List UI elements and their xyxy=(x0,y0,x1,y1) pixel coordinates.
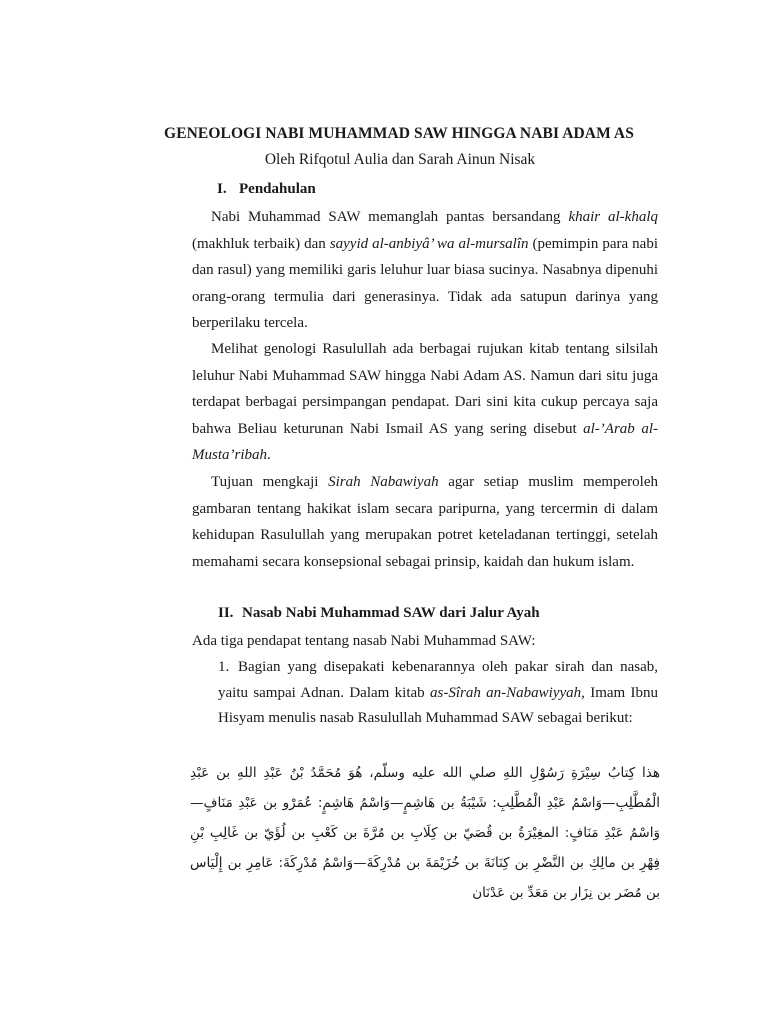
section-2-heading xyxy=(218,605,540,622)
section-1-title: Pendahulan xyxy=(239,181,316,197)
list-item-1-marker: 1. xyxy=(218,659,230,675)
list-item-1 xyxy=(218,655,658,732)
section-1-paragraph-1: Nabi Muhammad SAW memanglah pantas bersandang khair al-khalq (makhluk terbaik) dan sayyid al-anbiyâ’ wa al-mursalîn (pemimpin para nabi dan rasul) yang memiliki garis leluhur luar biasa sucinya. Nasabnya dipenuhi orang-orang termulia dari generasinya. Tidak ada satupun darinya yang berperilaku tercela. xyxy=(192,209,658,331)
list-item-1-text: Bagian yang disepakati kebenarannya oleh pakar sirah dan nasab, yaitu sampai Adnan. Dalam kitab as-Sîrah an-Nabawiyyah, Imam Ibnu Hisyam menulis nasab Rasulullah Muhammad SAW sebagai berikut: xyxy=(218,659,659,726)
section-1-paragraph-2: Melihat genologi Rasulullah ada berbagai rujukan kitab tentang silsilah leluhur Nabi Muhammad SAW hingga Nabi Adam AS. Namun dari situ juga terdapat berbagai persimpangan pendapat. Dari sini kita cukup percaya saja bahwa Beliau keturunan Nabi Ismail AS yang sering disebut al-’Arab al-Musta’ribah. xyxy=(192,341,658,463)
emphasis-as-sirah-an-nabawiyyah: as-Sîrah an-Nabawiyyah xyxy=(429,684,582,701)
document-authors: Oleh Rifqotul Aulia dan Sarah Ainun Nisak xyxy=(264,151,536,168)
arabic-nasab-text: هذا كِتابُ سِيْرَةِ رَسُوْلِ اللهِ صلي الله عليه وسلّم، هُوَ مُحَمَّدُ بْنُ عَبْدِ اللهِ بن عَبْدِ الْمُطَّلِبِ—وَاسْمُ عَبْدِ الْمُطَّلِبِ: شَيْبَةُ بن هَاشِمٍ—وَاسْمُ هَاشِمٍ: عُمَرْو بن عَبْدِ مَنَافٍ—وَاسْمُ عَبْدِ مَنَافٍ: المغِيْرَةُ بن قُصَيّ بن كِلَابِ بن مُرَّةَ بن كَعْبِ بن لُؤَيّ بن غَالِبِ بْنِ فِهْرِ بن مالِكِ بن النَّضْرِ بن كِنَانَةَ بن خُزَيْمَةَ بن مُدْرِكَةَ—وَاسْمُ مُدْرِكَةَ: عَامِرِ بن إِلْيَاس بن مُضَر بن نِزَار بن مَعَدِّ بن عَدْنَان xyxy=(190,765,660,901)
section-2-number: II. xyxy=(218,605,234,621)
emphasis-al-arab-al-mustaribah: al-’Arab al-Musta’ribah xyxy=(192,420,658,463)
section-2-title: Nasab Nabi Muhammad SAW dari Jalur Ayah xyxy=(242,605,540,621)
emphasis-sirah-nabawiyah: Sirah Nabawiyah xyxy=(328,474,439,490)
emphasis-sayyid-al-anbiya: sayyid al-anbiyâ’ wa al-mursalîn xyxy=(329,235,529,252)
section-1-number: I. xyxy=(217,181,227,197)
document-title: GENEOLOGI NABI MUHAMMAD SAW HINGGA NABI ADAM AS xyxy=(164,125,634,142)
section-1-heading xyxy=(217,181,316,198)
section-1-paragraph-3: Tujuan mengkaji Sirah Nabawiyah agar setiap muslim memperoleh gambaran tentang hakikat islam secara paripurna, yang tercermin di dalam kehidupan Rasulullah yang merupakan potret keteladanan tertinggi, setelah memahami secara konsepsional sebagai prinsip, kaidah dan hukum islam. xyxy=(192,474,658,570)
emphasis-khair-al-khalq: khair al-khalq xyxy=(568,209,658,225)
section-2-intro: Ada tiga pendapat tentang nasab Nabi Muhammad SAW: xyxy=(192,633,536,649)
